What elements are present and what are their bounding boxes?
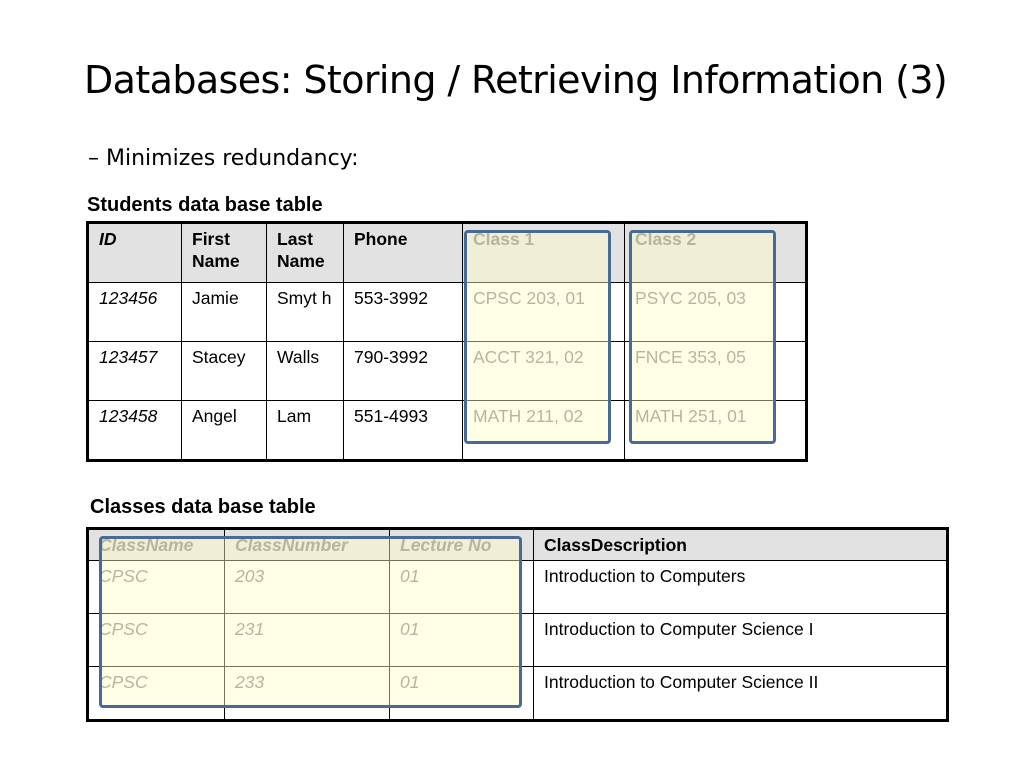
slide-title: Databases: Storing / Retrieving Information (3) xyxy=(84,58,948,102)
cell-first-name: Angel xyxy=(182,401,267,461)
cell-class-2: MATH 251, 01 xyxy=(625,401,807,461)
cell-lecture-no: 01 xyxy=(390,614,534,667)
header-phone: Phone xyxy=(344,223,463,283)
table-row xyxy=(88,561,948,614)
cell-class-number: 203 xyxy=(225,561,390,614)
cell-class-2: PSYC 205, 03 xyxy=(625,283,807,342)
header-class-number: ClassNumber xyxy=(225,529,390,561)
header-last-name: Last Name xyxy=(267,223,344,283)
cell-phone: 553-3992 xyxy=(344,283,463,342)
cell-class-1: ACCT 321, 02 xyxy=(463,342,625,401)
cell-last-name: Lam xyxy=(267,401,344,461)
cell-last-name: Walls xyxy=(267,342,344,401)
header-lecture-no: Lecture No xyxy=(390,529,534,561)
cell-id: 123458 xyxy=(88,401,182,461)
cell-id: 123457 xyxy=(88,342,182,401)
cell-class-1: CPSC 203, 01 xyxy=(463,283,625,342)
cell-lecture-no: 01 xyxy=(390,667,534,721)
table-row xyxy=(88,342,807,401)
bullet-dash: – xyxy=(88,146,99,171)
cell-class-description: Introduction to Computer Science II xyxy=(534,667,948,721)
header-class-1: Class 1 xyxy=(463,223,625,283)
header-first-name: First Name xyxy=(182,223,267,283)
header-class-description: ClassDescription xyxy=(534,529,948,561)
cell-class-number: 231 xyxy=(225,614,390,667)
header-id: ID xyxy=(88,223,182,283)
table-row xyxy=(88,283,807,342)
cell-lecture-no: 01 xyxy=(390,561,534,614)
header-class-name: ClassName xyxy=(88,529,225,561)
cell-class-2: FNCE 353, 05 xyxy=(625,342,807,401)
cell-class-name: CPSC xyxy=(88,561,225,614)
students-table xyxy=(86,221,808,462)
students-table-caption: Students data base table xyxy=(87,194,323,216)
cell-first-name: Jamie xyxy=(182,283,267,342)
cell-class-1: MATH 211, 02 xyxy=(463,401,625,461)
cell-class-name: CPSC xyxy=(88,667,225,721)
table-row xyxy=(88,614,948,667)
header-class-2: Class 2 xyxy=(625,223,807,283)
classes-table xyxy=(86,527,949,722)
bullet-point xyxy=(88,146,359,171)
cell-class-description: Introduction to Computers xyxy=(534,561,948,614)
classes-header-row xyxy=(88,529,948,561)
cell-id: 123456 xyxy=(88,283,182,342)
table-row xyxy=(88,401,807,461)
cell-phone: 790-3992 xyxy=(344,342,463,401)
cell-last-name: Smyt h xyxy=(267,283,344,342)
table-row xyxy=(88,667,948,721)
cell-phone: 551-4993 xyxy=(344,401,463,461)
classes-table-caption: Classes data base table xyxy=(90,496,316,518)
cell-first-name: Stacey xyxy=(182,342,267,401)
bullet-text: Minimizes redundancy: xyxy=(106,146,359,171)
cell-class-number: 233 xyxy=(225,667,390,721)
cell-class-description: Introduction to Computer Science I xyxy=(534,614,948,667)
students-header-row xyxy=(88,223,807,283)
cell-class-name: CPSC xyxy=(88,614,225,667)
